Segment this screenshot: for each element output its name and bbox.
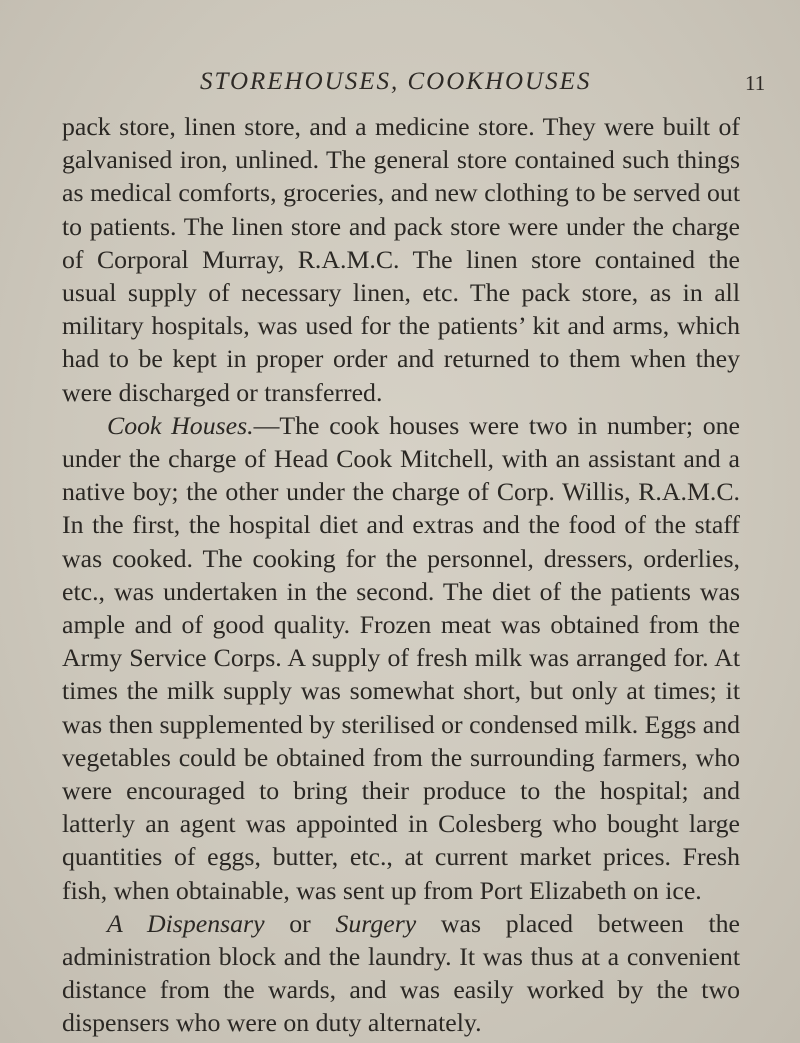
paragraph-cook-houses	[62, 409, 740, 907]
paragraph-pack-store	[62, 110, 740, 409]
page-number: 11	[745, 71, 766, 95]
running-title: STOREHOUSES, COOKHOUSES	[200, 68, 592, 95]
paragraph-text: was placed between the administration block and the laundry. It was thus at a convenient distance from the wards, and was easily worked by the two dispensers who were on duty alternately.	[62, 908, 740, 1038]
running-head	[0, 68, 800, 104]
paragraph-text: —The cook houses were two in number; one under the charge of Head Cook Mitchell, with an assistant and a native boy; the other under the charge of Corp. Willis, R.A.M.C. In the first, the hospital diet and extras and the food of the staff was cooked. The cooking for the personnel, dressers, orderlies, etc., was undertaken in the second. The diet of the patients was ample and of good quality. Frozen meat was obtained from the Army Service Corps. A supply of fresh milk was arranged for. At times the milk supply was somewhat short, but only at times; it was then supplemented by sterilised or condensed milk. Eggs and vegetables could be obtained from the surrounding farmers, who were encouraged to bring their produce to the hospital; and latterly an agent was appointed in Colesberg who bought large quantities of eggs, butter, etc., at current market prices. Fresh fish, when obtainable, was sent up from Port Elizabeth on ice.	[62, 410, 740, 905]
section-heading-dispensary: A Dispensary	[107, 908, 265, 938]
section-heading-cook-houses: Cook Houses.	[107, 410, 254, 440]
paragraph-text: pack store, linen store, and a medicine store. They were built of galvanised iron, unlined. The general store contained such things as medical comforts, groceries, and new clothing to be served out to patients. The linen store and pack store were under the charge of Corporal Murray, R.A.M.C. The linen store contained the usual supply of necessary linen, etc. The pack store, as in all military hospitals, was used for the patients’ kit and arms, which had to be kept in proper order and returned to them when they were discharged or transferred.	[62, 112, 740, 407]
paragraph-dispensary	[62, 907, 740, 1040]
body-text	[62, 110, 740, 1040]
connector-or: or	[264, 908, 336, 938]
section-heading-surgery: Surgery	[335, 908, 417, 938]
